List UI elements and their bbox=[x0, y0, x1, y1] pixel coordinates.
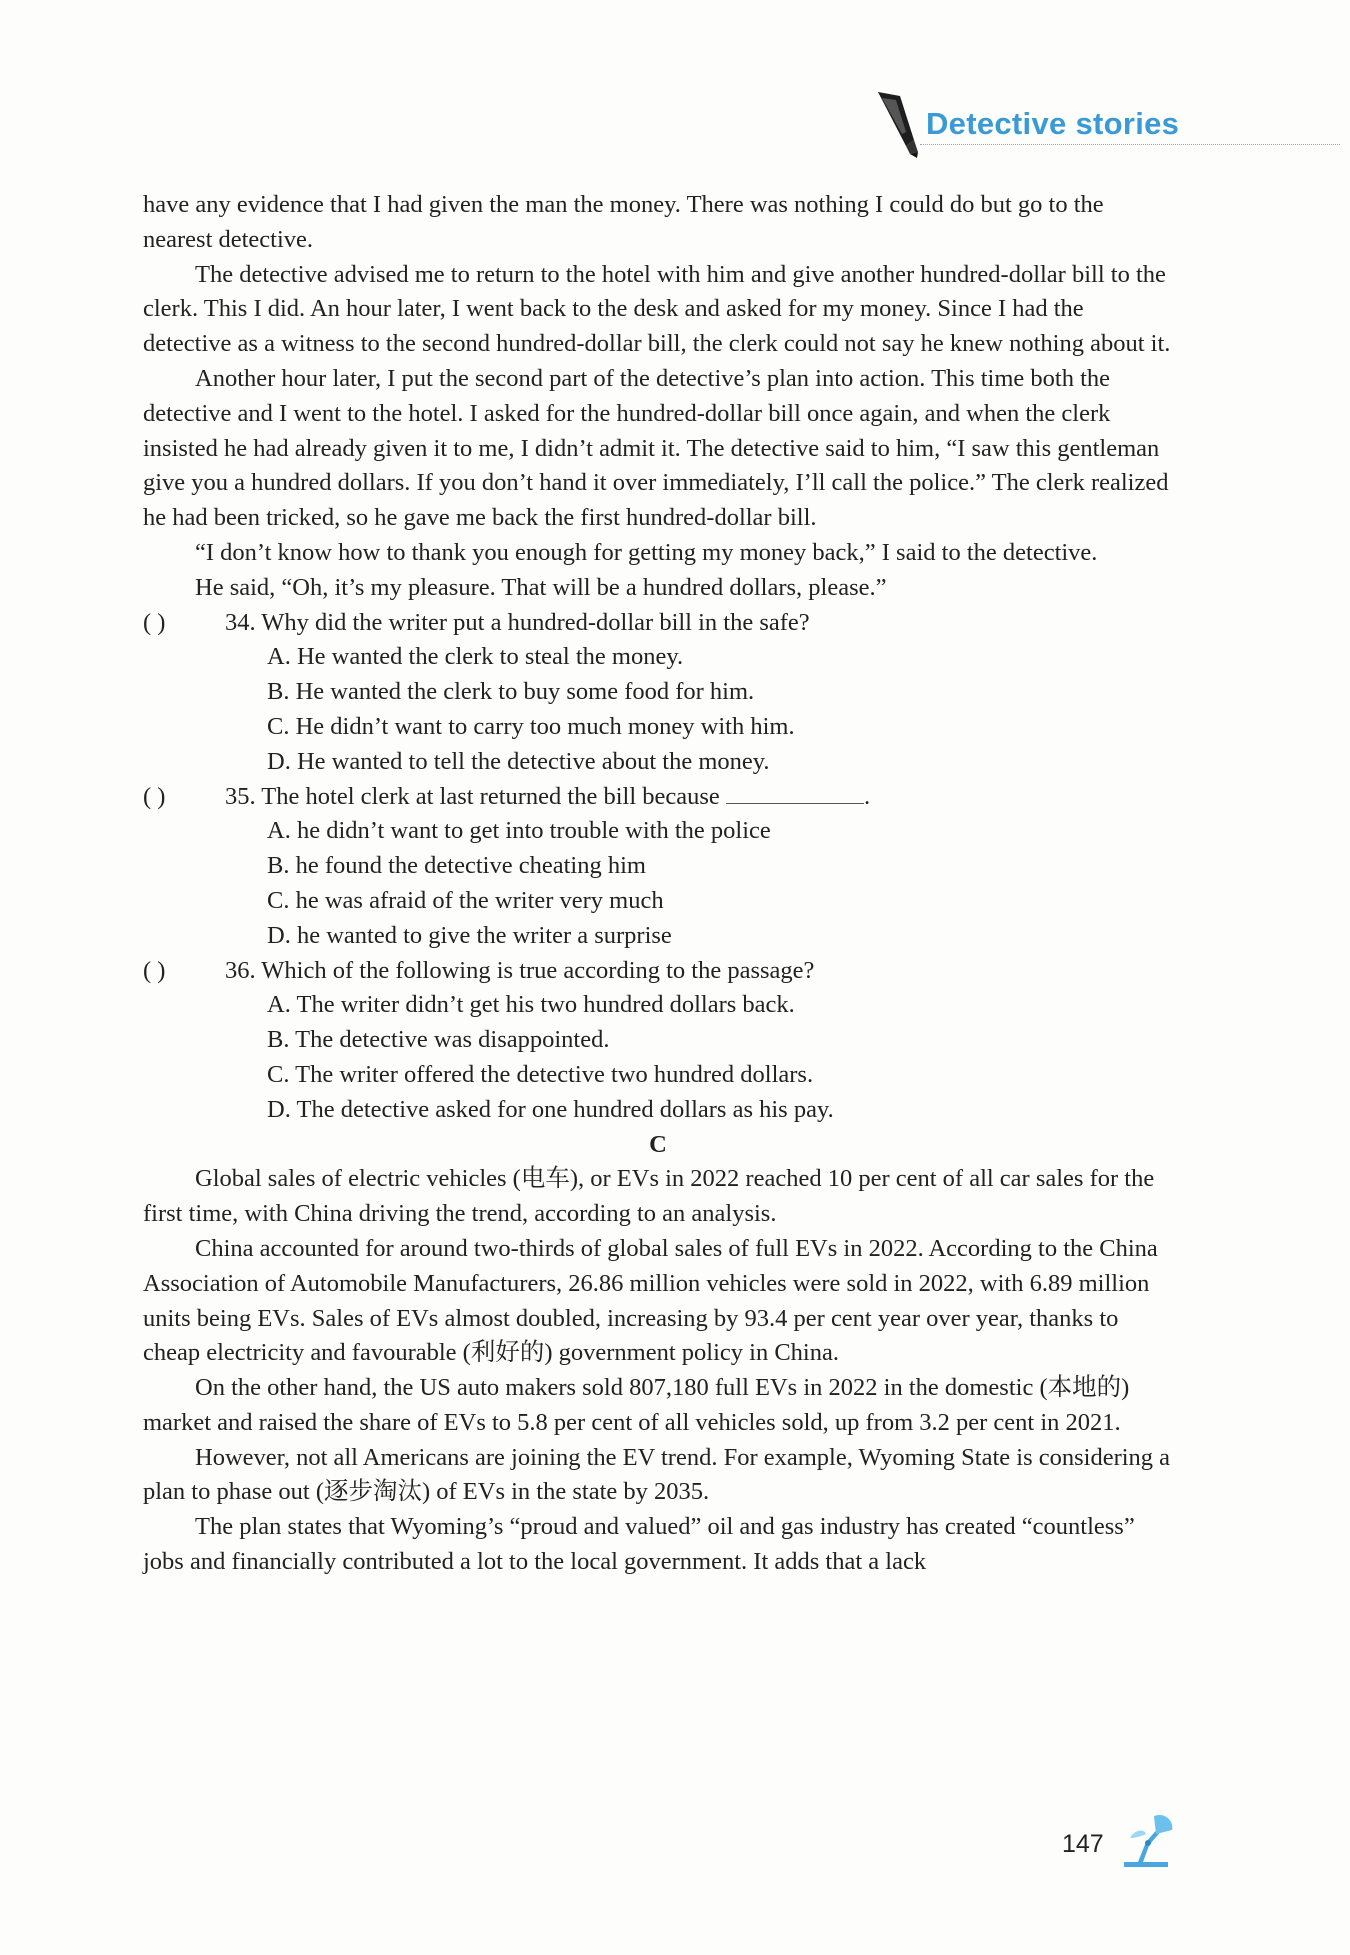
option-a: A. He wanted the clerk to steal the money. bbox=[267, 643, 684, 671]
option-b: B. The detective was disappointed. bbox=[267, 1026, 610, 1054]
question-text: 34. Why did the writer put a hundred-dollar bill in the safe? bbox=[225, 608, 810, 636]
fountain-pen-icon bbox=[870, 88, 922, 158]
header-title: Detective stories bbox=[926, 106, 1180, 141]
question-text: 35. The hotel clerk at last returned the bill because bbox=[225, 782, 720, 810]
story-paragraph: He said, “Oh, it’s my pleasure. That will be a hundred dollars, please.” bbox=[195, 573, 887, 601]
question-35 bbox=[143, 780, 1173, 954]
option-a: A. The writer didn’t get his two hundred dollars back. bbox=[267, 991, 795, 1019]
story-paragraph: The detective advised me to return to the hotel with him and give another hundred-dollar bill to the clerk. This I did. An hour later, I went back to the desk and asked for my money. Since I had the detective as a witness to the second hundred-dollar bill, the clerk could not say he knew nothing about it. bbox=[143, 260, 1171, 358]
option-c: C. he was afraid of the writer very much bbox=[267, 886, 664, 914]
desk-lamp-icon bbox=[1116, 1812, 1176, 1868]
option-c: C. He didn’t want to carry too much money with him. bbox=[267, 712, 795, 740]
passage-paragraph: However, not all Americans are joining the EV trend. For example, Wyoming State is considering a plan to phase out (逐步淘汰) of EVs in the state by 2035. bbox=[143, 1443, 1171, 1506]
running-header bbox=[870, 88, 1340, 158]
section-heading: C bbox=[649, 1130, 667, 1158]
answer-bracket[interactable]: ( ) bbox=[143, 782, 166, 810]
page-content bbox=[143, 188, 1173, 1580]
fill-in-blank[interactable] bbox=[726, 781, 864, 804]
question-36 bbox=[143, 954, 1173, 1128]
passage-paragraph: On the other hand, the US auto makers sold 807,180 full EVs in 2022 in the domestic (本地的) market and raised the share of EVs to 5.8 per cent of all vehicles sold, up from 3.2 per cent in 2021. bbox=[143, 1374, 1130, 1436]
option-b: B. he found the detective cheating him bbox=[267, 852, 646, 880]
answer-bracket[interactable]: ( ) bbox=[143, 956, 166, 984]
answer-bracket[interactable]: ( ) bbox=[143, 608, 166, 636]
passage-paragraph: China accounted for around two-thirds of global sales of full EVs in 2022. According to the China Association of Automobile Manufacturers, 26.86 million vehicles were sold in 2022, with 6.89 million units being EVs. Sales of EVs almost doubled, increasing by 93.4 per cent year over year, thanks to cheap electricity and favourable (利好的) government policy in China. bbox=[143, 1234, 1158, 1367]
question-text: 36. Which of the following is true according to the passage? bbox=[225, 956, 815, 984]
option-a: A. he didn’t want to get into trouble with the police bbox=[267, 817, 771, 845]
passage-paragraph: The plan states that Wyoming’s “proud and valued” oil and gas industry has created “countless” jobs and financially contributed a lot to the local government. It adds that a lack bbox=[143, 1513, 1135, 1576]
page-number: 147 bbox=[1062, 1830, 1104, 1858]
option-b: B. He wanted the clerk to buy some food for him. bbox=[267, 678, 755, 706]
option-d: D. He wanted to tell the detective about the money. bbox=[267, 747, 770, 775]
story-paragraph: Another hour later, I put the second part of the detective’s plan into action. This time both the detective and I went to the hotel. I asked for the hundred-dollar bill once again, and when the clerk insisted he had already given it to me, I didn’t admit it. The detective said to him, “I saw this gentleman give you a hundred dollars. If you don’t hand it over immediately, I’ll call the police.” The clerk realized he had been tricked, so he gave me back the first hundred-dollar bill. bbox=[143, 364, 1169, 532]
story-paragraph: have any evidence that I had given the man the money. There was nothing I could do but go to the nearest detective. bbox=[143, 191, 1104, 253]
passage-paragraph: Global sales of electric vehicles (电车), or EVs in 2022 reached 10 per cent of all car sales for the first time, with China driving the trend, according to an analysis. bbox=[143, 1165, 1155, 1228]
option-d: D. The detective asked for one hundred dollars as his pay. bbox=[267, 1095, 834, 1123]
story-paragraph: “I don’t know how to thank you enough for getting my money back,” I said to the detective. bbox=[195, 538, 1098, 566]
question-34 bbox=[143, 606, 1173, 780]
options-list bbox=[143, 640, 1173, 779]
header-dotted-rule bbox=[920, 144, 1340, 145]
question-tail: . bbox=[863, 782, 871, 810]
options-list bbox=[143, 988, 1173, 1127]
options-list bbox=[143, 814, 1173, 953]
page-footer bbox=[1062, 1812, 1182, 1872]
option-c: C. The writer offered the detective two hundred dollars. bbox=[267, 1060, 814, 1088]
option-d: D. he wanted to give the writer a surprise bbox=[267, 921, 672, 949]
